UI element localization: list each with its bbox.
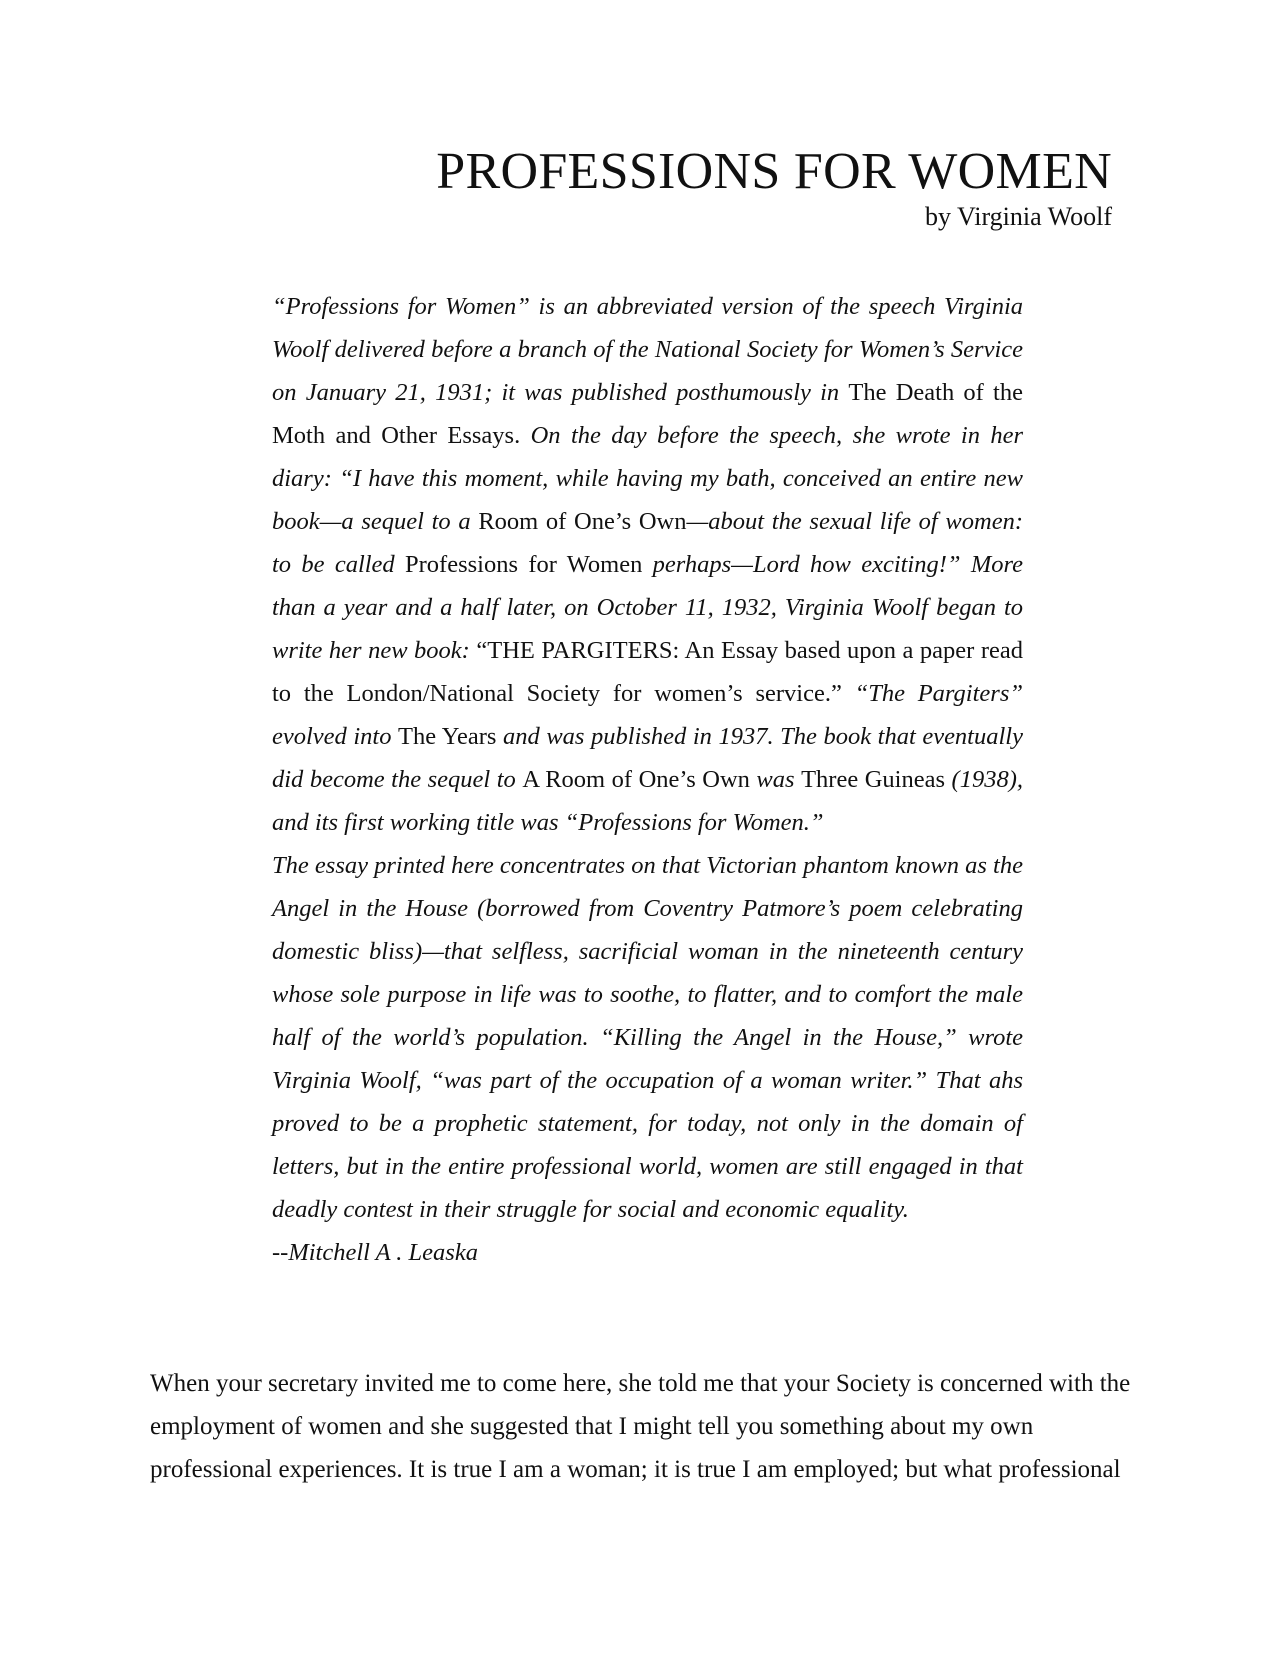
intro-p1-segment: Three Guineas	[801, 766, 946, 793]
intro-signature: --Mitchell A . Leaska	[272, 1239, 478, 1266]
intro-p1-segment: Room of One’s Own	[478, 508, 687, 535]
intro-p1-segment: “Professions for Women” is an abbreviated version of the speech Virginia Woolf delivered before a branch of the National Society for Women’s Service on January 21, 1931; it was published posthumously in	[272, 293, 1023, 406]
intro-p1-segment: and was published in 1937. The book that eventually did become the sequel to	[272, 723, 1023, 793]
intro-p1-segment: The Years	[398, 723, 497, 750]
byline: by Virginia Woolf	[924, 202, 1112, 231]
intro-p1-segment: “THE PARGITERS: An Essay based upon a paper read to the London/National Society for women’s service.”	[272, 637, 1023, 707]
intro-p1-segment: was	[749, 766, 802, 793]
intro-p1-segment: A Room of One’s Own	[522, 766, 750, 793]
intro-p1-segment: —about the sexual life of women: to be called	[272, 508, 1023, 578]
essay-opening-paragraph: When your secretary invited me to come here, she told me that your Society is concerned with the employment of women and she suggested that I might tell you something about my own professional experiences. It is true I am a woman; it is true I am employed; but what professional	[150, 1370, 1131, 1483]
intro-p1-segment: The Death of the Moth and Other Essays.	[272, 379, 1023, 449]
intro-paragraph-2: The essay printed here concentrates on that Victorian phantom known as the Angel in the House (borrowed from Coventry Patmore’s poem celebrating domestic bliss)—that selfless, sacrificial woman in the nineteenth century whose sole purpose in life was to soothe, to flatter, and to comfort the male half of the world’s population. “Killing the Angel in the House,” wrote Virginia Woolf, “was part of the occupation of a woman writer.” That ahs proved to be a prophetic statement, for today, not only in the domain of letters, but in the entire professional world, women are still engaged in that deadly contest in their struggle for social and economic equality.	[272, 852, 1023, 1223]
intro-p1-segment: perhaps—Lord how exciting!” More than a year and a half later, on October 11, 1932, Virginia Woolf began to write her new book:	[272, 551, 1024, 664]
intro-p1-segment: (1938), and its first working title was “Professions for Women.”	[272, 766, 1024, 836]
title-block	[436, 142, 1112, 232]
intro-p1-segment: Professions for Women	[405, 551, 643, 578]
intro-paragraph-1	[272, 285, 1023, 844]
intro-p1-segment: On the day before the speech, she wrote in her diary: “I have this moment, while having my bath, conceived an entire new book—a sequel to a	[272, 422, 1023, 535]
intro-p1-segment: “The Pargiters” evolved into	[272, 680, 1023, 750]
editor-introduction	[272, 285, 1023, 1274]
page-title: PROFESSIONS FOR WOMEN	[436, 143, 1112, 200]
